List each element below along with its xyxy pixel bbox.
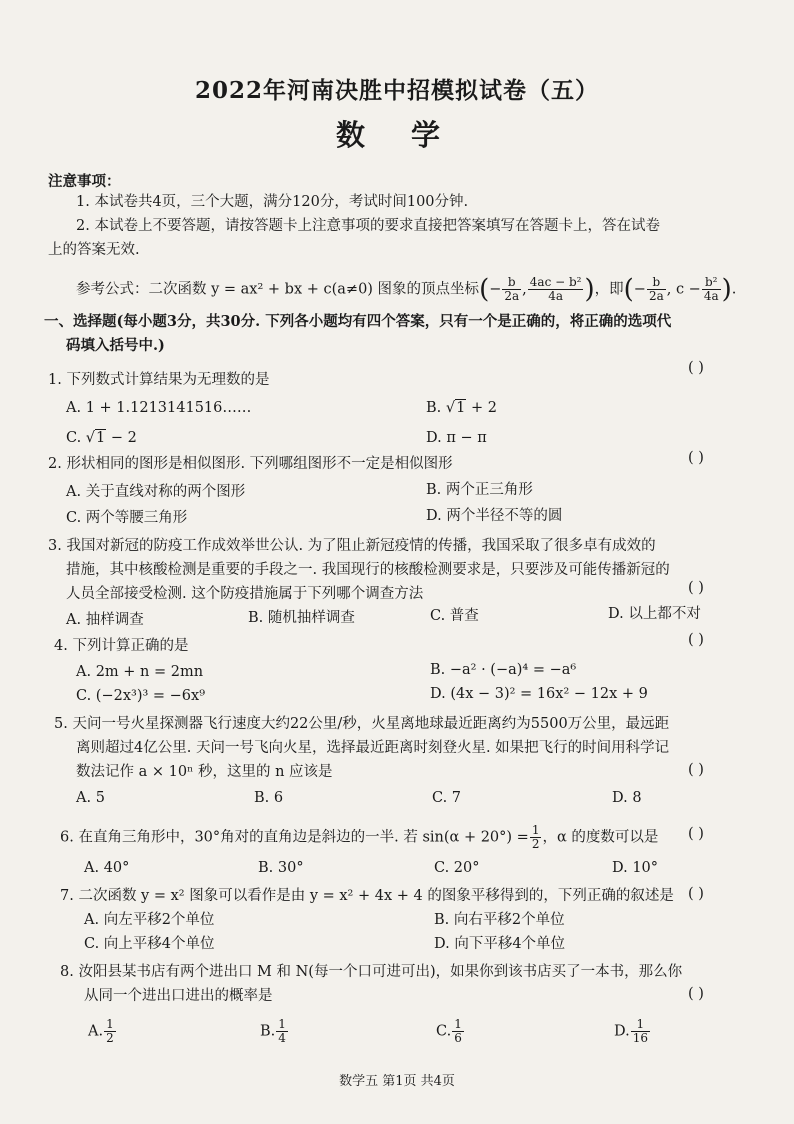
answer-paren: ( )	[688, 826, 704, 842]
q2-option-a: A. 关于直线对称的两个图形	[66, 484, 246, 500]
q8-option-a: A. $\frac{1}{2}$	[88, 1017, 114, 1045]
page-footer: 数学五 第1页 共4页	[339, 1074, 455, 1089]
answer-paren: ( )	[688, 762, 704, 778]
exam-title: 2022年河南决胜中招模拟试卷（五）	[194, 77, 599, 104]
q5-stem-1: 5. 天问一号火星探测器飞行速度大约22公里/秒，火星离地球最近距离约为5500万公里，最远距	[54, 716, 670, 732]
answer-paren: ( )	[688, 450, 704, 466]
answer-paren: ( )	[688, 886, 704, 902]
q7-option-c: C. 向上平移4个单位	[84, 936, 215, 952]
q6-option-b: B. 30°	[258, 860, 304, 876]
q5-stem-3: 数法记作 a × 10ⁿ 秒，这里的 n 应该是	[76, 764, 333, 780]
q7-option-a: A. 向左平移2个单位	[84, 912, 215, 928]
note-1: 1. 本试卷共4页，三个大题，满分120分，考试时间100分钟.	[76, 194, 469, 210]
q2-option-d: D. 两个半径不等的圆	[426, 508, 563, 524]
answer-paren: ( )	[688, 986, 704, 1002]
answer-paren: ( )	[688, 580, 704, 596]
q7-option-d: D. 向下平移4个单位	[434, 936, 566, 952]
note-2a: 2. 本试卷上不要答题，请按答题卡上注意事项的要求直接把答案填写在答题卡上，答在试卷	[76, 218, 660, 234]
q8-option-b: B. $\frac{1}{4}$	[260, 1017, 286, 1045]
q6-option-d: D. 10°	[612, 860, 659, 876]
answer-paren: ( )	[688, 632, 704, 648]
answer-paren: ( )	[688, 360, 704, 376]
fraction: $\frac{b}{2a}$	[504, 275, 520, 303]
q5-option-d: D. 8	[612, 790, 642, 806]
q7-option-b: B. 向右平移2个单位	[434, 912, 565, 928]
q6-option-a: A. 40°	[84, 860, 130, 876]
q2-option-c: C. 两个等腰三角形	[66, 510, 188, 526]
notes-heading: 注意事项：	[48, 173, 121, 190]
q3-option-d: D. 以上都不对	[608, 606, 701, 622]
q3-option-a: A. 抽样调查	[66, 612, 144, 628]
fraction: $\frac{1}{2}$	[531, 823, 540, 851]
q5-option-a: A. 5	[76, 790, 105, 806]
fraction: $\frac{\text{4ac − b²}}{4a}$	[529, 275, 582, 303]
q4-option-b: B. −a² · (−a)⁴ = −a⁶	[430, 662, 577, 678]
q2-stem: 2. 形状相同的图形是相似图形. 下列哪组图形不一定是相似图形	[48, 456, 453, 472]
q1-stem: 1. 下列数式计算结果为无理数的是	[48, 372, 270, 388]
q4-option-d: D. (4x − 3)² = 16x² − 12x + 9	[430, 686, 648, 702]
q3-stem-1: 3. 我国对新冠的防疫工作成效举世公认. 为了阻止新冠疫情的传播，我国采取了很多卓有成效的	[48, 538, 656, 554]
q1-option-a: A. 1 + 1.1213141516……	[66, 400, 252, 416]
q4-option-a: A. 2m + n = 2mn	[76, 664, 204, 680]
q8-option-c: C. $\frac{1}{6}$	[436, 1017, 462, 1045]
q8-option-d: D. $\frac{1}{16}$	[614, 1017, 648, 1045]
fraction: $\frac{\text{b²}}{4a}$	[703, 275, 719, 303]
q5-stem-2: 离则超过4亿公里. 天问一号飞向火星，选择最近距离时刻登火星. 如果把飞行的时间用科学记	[76, 740, 670, 756]
formula-mid-text: ，即	[594, 281, 624, 298]
section-heading-cont: 码填入括号中.)	[66, 337, 165, 354]
note-2b: 上的答案无效.	[48, 242, 140, 258]
q2-option-b: B. 两个正三角形	[426, 482, 533, 498]
q5-option-c: C. 7	[432, 790, 462, 806]
q8-stem-1: 8. 汝阳县某书店有两个进出口 M 和 N(每一个口可进可出)，如果你到该书店买了一本书，那么你	[60, 964, 683, 980]
q3-stem-2: 措施，其中核酸检测是重要的手段之一. 我国现行的核酸检测要求是，只要涉及可能传播新冠的	[66, 562, 670, 578]
q6-option-c: C. 20°	[434, 860, 480, 876]
q3-option-b: B. 随机抽样调查	[248, 610, 355, 626]
q8-stem-2: 从同一个进出口进出的概率是	[84, 988, 273, 1004]
q7-stem: 7. 二次函数 y = x² 图象可以看作是由 y = x² + 4x + 4 的图象平移得到的，下列正确的叙述是	[60, 888, 674, 904]
q6-stem: 6. 在直角三角形中，30°角对的直角边是斜边的一半. 若 sin(α + 20°) = $\frac{1}{2}$ ，α 的度数可以是	[60, 823, 659, 851]
reference-formula: 参考公式：二次函数 y = ax² + bx + c(a≠0) 图象的顶点坐标(− $\frac{b}{2a}$ , $\frac{\text{4ac − b²}}{4a}$ )，即(− $\frac{b}{2a}$ , c − $\frac{\text{b²}}{4a}$ ).	[76, 274, 737, 305]
q1-option-d: D. π − π	[426, 430, 487, 446]
q3-option-c: C. 普查	[430, 608, 479, 624]
q4-option-c: C. (−2x³)³ = −6x⁹	[76, 688, 206, 704]
exam-subject: 数 学	[335, 118, 459, 152]
q1-option-b: B. √1 + 2	[426, 400, 497, 416]
formula-text: 参考公式：二次函数 y = ax² + bx + c(a≠0) 图象的顶点坐标	[76, 281, 480, 298]
q3-stem-3: 人员全部接受检测. 这个防疫措施属于下列哪个调查方法	[66, 586, 424, 602]
q5-option-b: B. 6	[254, 790, 284, 806]
section-heading: 一、选择题(每小题3分，共30分. 下列各小题均有四个答案，只有一个是正确的，将正确的选项代	[44, 313, 672, 330]
q1-option-c: C. √1 − 2	[66, 430, 137, 446]
fraction: $\frac{b}{2a}$	[648, 275, 664, 303]
q4-stem: 4. 下列计算正确的是	[54, 638, 189, 654]
